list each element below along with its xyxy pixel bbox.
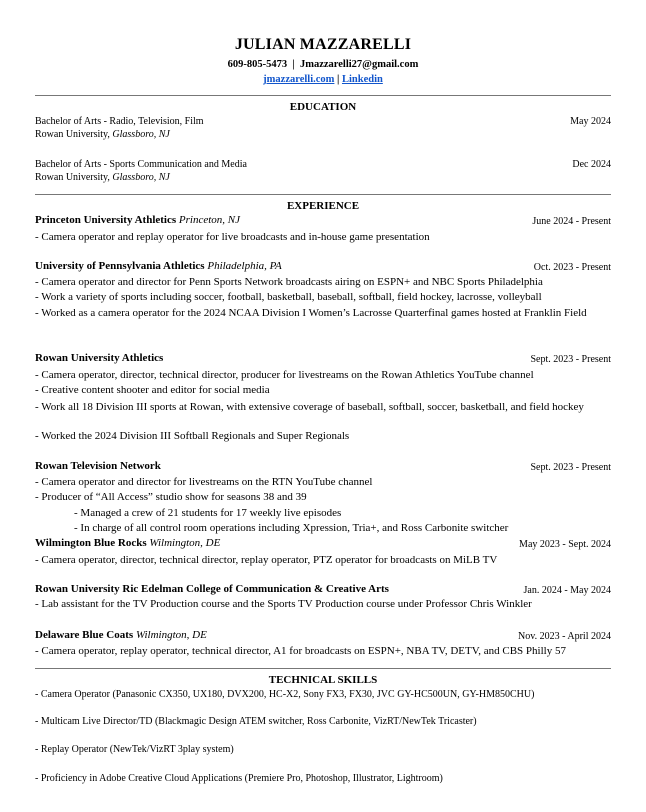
website-link[interactable]: jmazzarelli.com	[263, 74, 335, 85]
job-bullet: - Worked as a camera operator for the 2024 NCAA Division I Women’s Lacrosse Quarterfinal games hosted at Franklin Field	[35, 307, 587, 319]
education-date: May 2024	[570, 116, 611, 127]
divider	[35, 668, 611, 669]
job-date: Nov. 2023 - April 2024	[518, 631, 611, 642]
phone: 609-805-5473	[227, 59, 288, 70]
job-bullet: - Camera operator and director for Penn Sports Network broadcasts airing on ESPN+ and NBC Sports Philadelphia	[35, 276, 543, 288]
skill-item: - Camera Operator (Panasonic CX350, UX180, DVX200, HC-X2, Sony FX3, FX30, JVC GY-HC500UN, GY-HM850CHU)	[35, 689, 535, 700]
education-degree: Bachelor of Arts - Radio, Television, Film	[35, 116, 204, 127]
job-bullet: - Camera operator, director, technical director, replay operator, PTZ operator for broadcasts on MiLB TV	[35, 554, 498, 566]
job-date: May 2023 - Sept. 2024	[519, 539, 611, 550]
job-sub-bullet: - Managed a crew of 21 students for 17 weekly live episodes	[74, 507, 342, 519]
education-heading: EDUCATION	[289, 101, 357, 113]
job-bullet: - Work a variety of sports including soccer, football, basketball, baseball, softball, field hockey, lacrosse, volleyball	[35, 291, 542, 303]
job-sub-bullet: - In charge of all control room operations including Xpression, Tria+, and Ross Carbonite switcher	[74, 522, 509, 534]
divider	[35, 95, 611, 96]
job-date: Sept. 2023 - Present	[530, 462, 611, 473]
job-title: Princeton University Athletics Princeton, NJ	[35, 214, 241, 226]
links-line	[0, 74, 646, 85]
job-bullet: - Camera operator and director for livestreams on the RTN YouTube channel	[35, 476, 373, 488]
linkedin-link[interactable]: Linkedin	[341, 74, 383, 85]
job-bullet: - Camera operator and replay operator for live broadcasts and in-house game presentation	[35, 231, 430, 243]
separator: |	[292, 59, 295, 70]
job-bullet: - Camera operator, replay operator, technical director, A1 for broadcasts on ESPN+, NBA TV, DETV, and CBS Philly 57	[35, 645, 566, 657]
skill-item: - Proficiency in Adobe Creative Cloud Applications (Premiere Pro, Photoshop, Illustrator, Lightroom)	[35, 773, 443, 784]
job-date: Jan. 2024 - May 2024	[523, 585, 611, 596]
job-bullet: - Camera operator, director, technical director, producer for livestreams on the Rowan Athletics YouTube channel	[35, 369, 534, 381]
job-title: University of Pennsylvania Athletics Philadelphia, PA	[35, 260, 282, 272]
job-title: Wilmington Blue Rocks Wilmington, DE	[35, 537, 221, 549]
divider	[35, 194, 611, 195]
contact-line	[0, 59, 646, 70]
email: Jmazzarelli27@gmail.com	[299, 59, 419, 70]
job-title: Rowan University Ric Edelman College of Communication & Creative Arts	[35, 583, 389, 595]
job-bullet: - Worked the 2024 Division III Softball Regionals and Super Regionals	[35, 430, 350, 442]
resume-name: JULIAN MAZZARELLI	[234, 36, 412, 53]
job-bullet: - Creative content shooter and editor for social media	[35, 384, 270, 396]
education-school: Rowan University, Glassboro, NJ	[35, 172, 170, 183]
job-title: Delaware Blue Coats Wilmington, DE	[35, 629, 207, 641]
separator: |	[337, 74, 340, 85]
education-date: Dec 2024	[572, 159, 611, 170]
experience-heading: EXPERIENCE	[286, 200, 360, 212]
job-title: Rowan University Athletics	[35, 352, 164, 364]
job-bullet: - Producer of “All Access” studio show for seasons 38 and 39	[35, 491, 307, 503]
job-date: Oct. 2023 - Present	[533, 262, 611, 273]
job-date: June 2024 - Present	[532, 216, 611, 227]
skill-item: - Multicam Live Director/TD (Blackmagic Design ATEM switcher, Ross Carbonite, VizRT/NewTek Tricaster)	[35, 716, 477, 727]
education-degree: Bachelor of Arts - Sports Communication and Media	[35, 159, 247, 170]
education-school: Rowan University, Glassboro, NJ	[35, 129, 170, 140]
skill-item: - Replay Operator (NewTek/VizRT 3play system)	[35, 744, 234, 755]
job-title: Rowan Television Network	[35, 460, 161, 472]
job-bullet: - Work all 18 Division III sports at Rowan, with extensive coverage of baseball, softball, soccer, basketball, and field hockey	[35, 401, 584, 413]
skills-heading: TECHNICAL SKILLS	[268, 674, 378, 686]
job-date: Sept. 2023 - Present	[530, 354, 611, 365]
job-bullet: - Lab assistant for the TV Production course and the Sports TV Production course under Professor Chris Winkler	[35, 598, 532, 610]
